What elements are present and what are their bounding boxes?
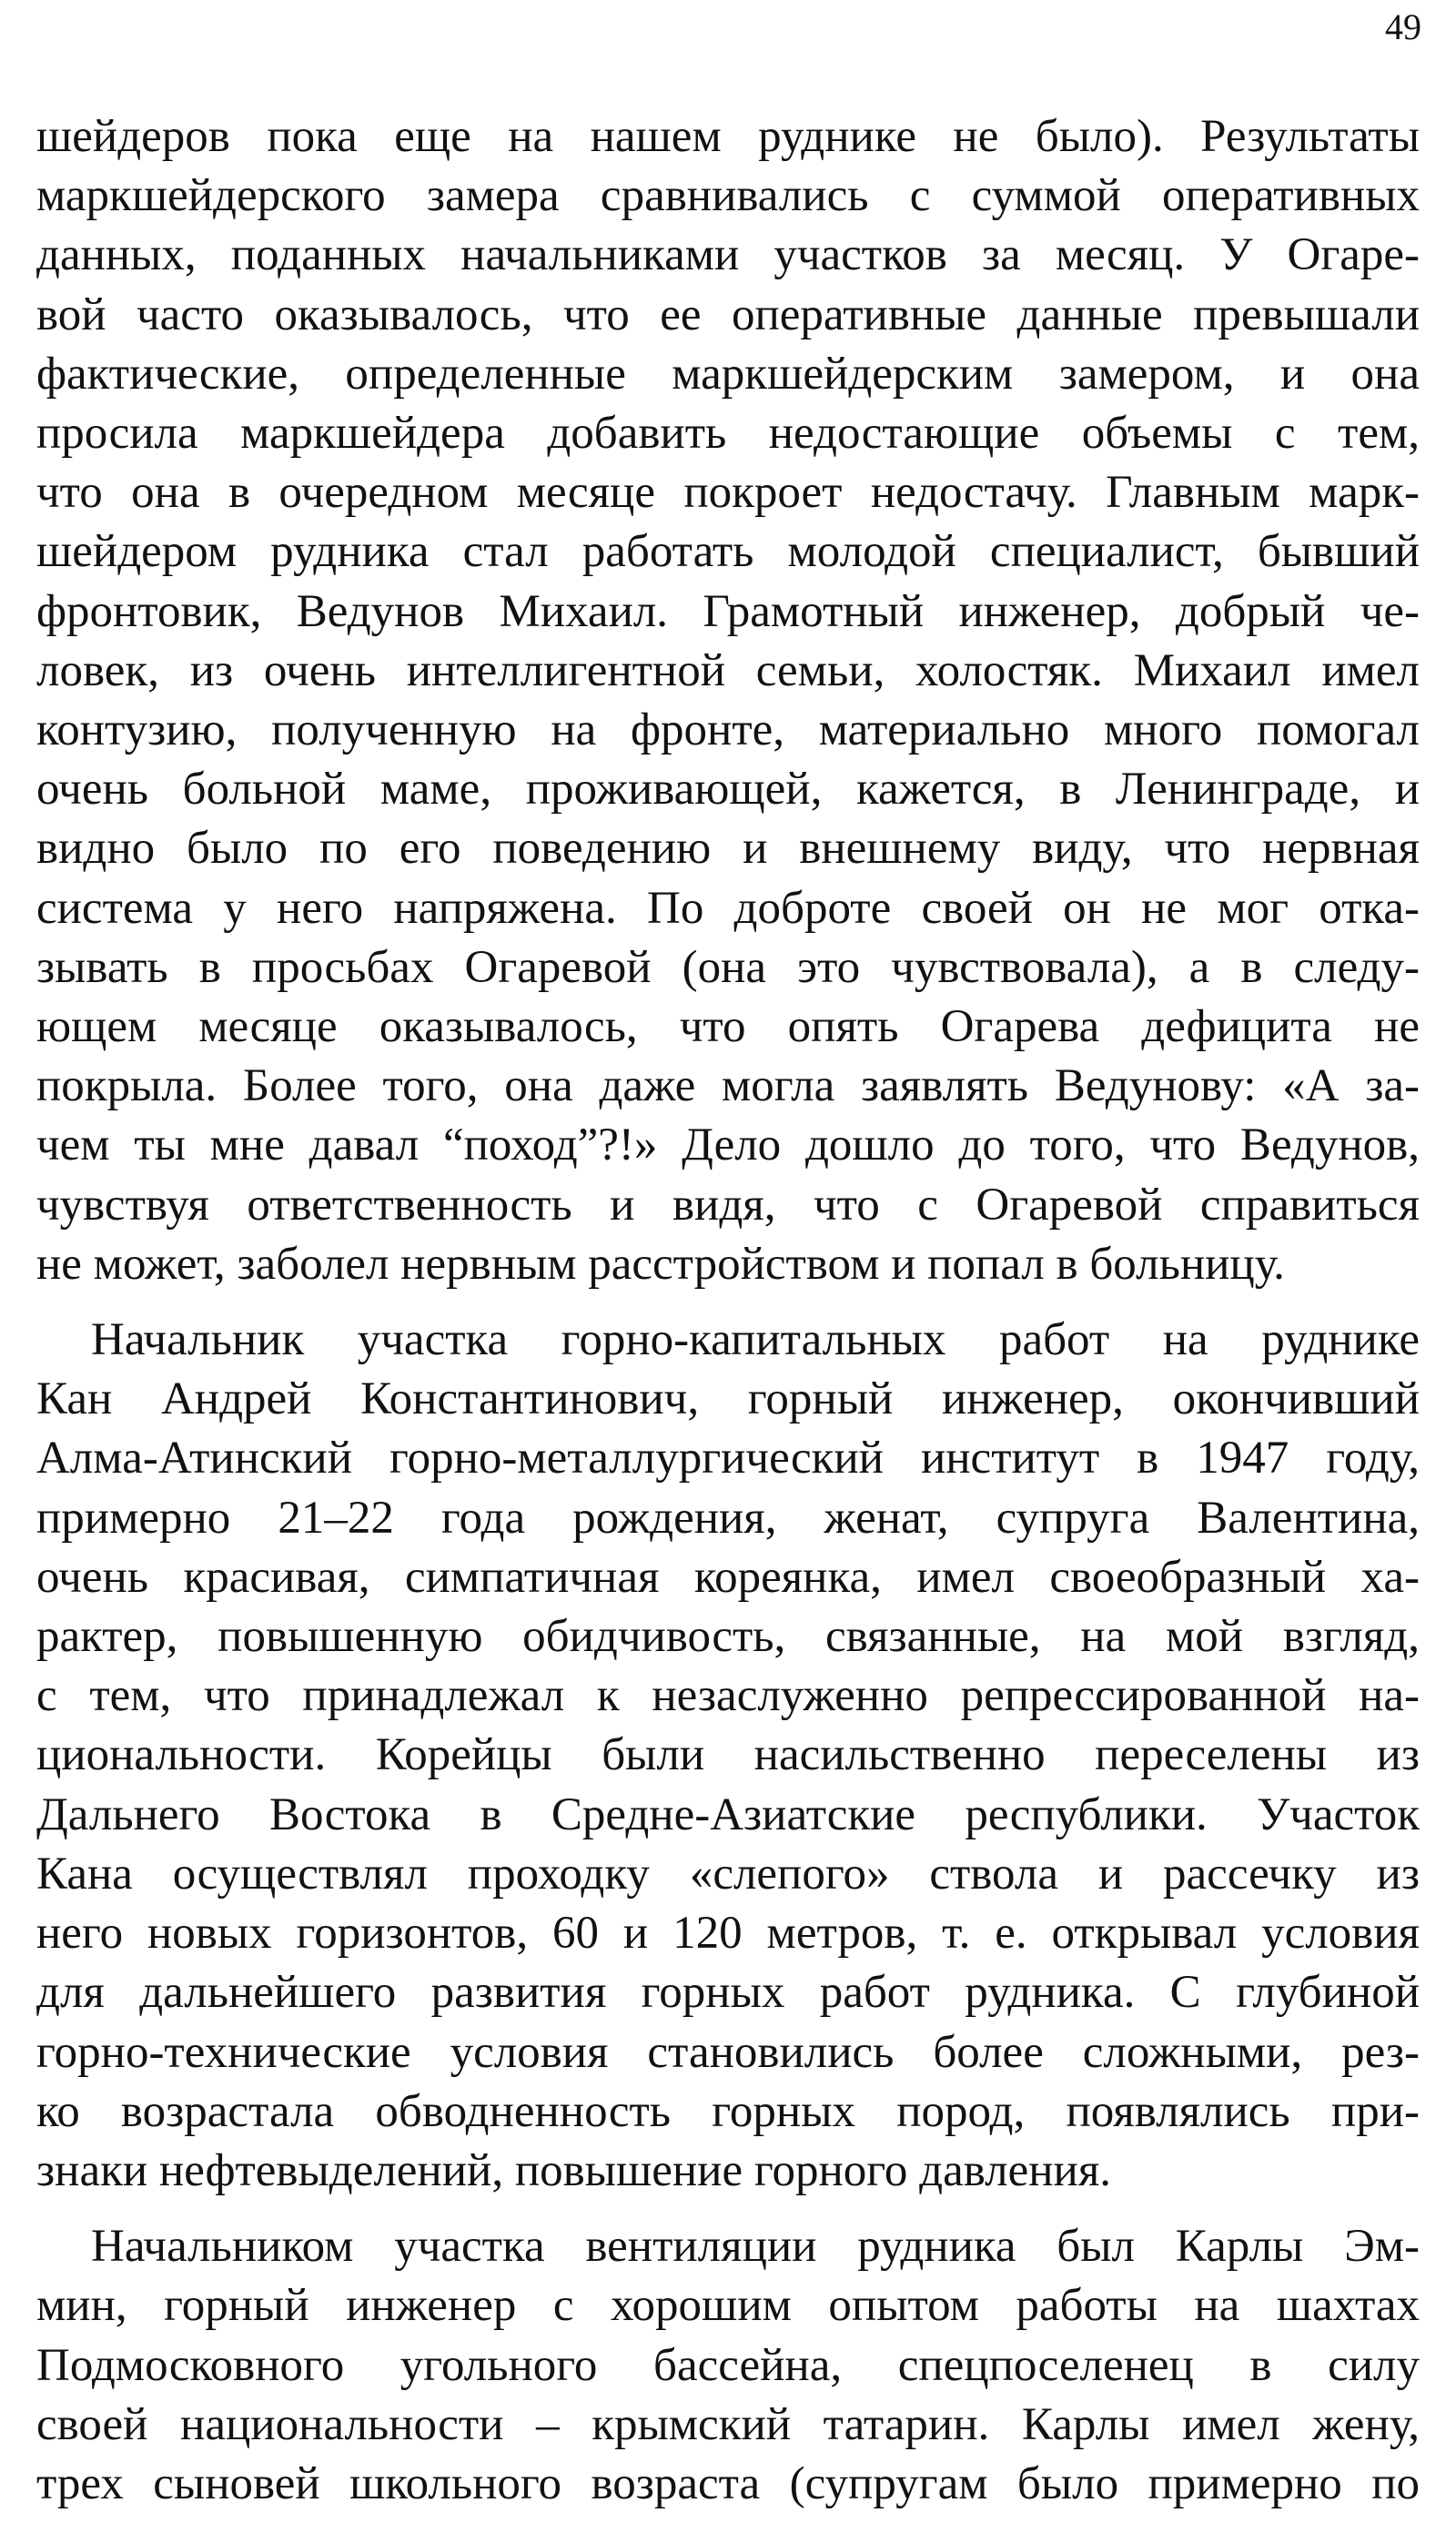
text-line: Кан Андрей Константинович, горный инженер, окончивший xyxy=(36,1373,1420,1425)
text-line: ловек, из очень интеллигентной семьи, холостяк. Михаил имел xyxy=(36,644,1420,696)
text-line: горно-технические условия становились более сложными, рез- xyxy=(36,2026,1420,2078)
paragraph xyxy=(36,107,1420,1294)
text-line: вой часто оказывалось, что ее оперативные данные превышали xyxy=(36,289,1420,340)
text-line: шейдеров пока еще на нашем руднике не было). Результаты xyxy=(36,111,1420,162)
text-line: видно было по его поведению и внешнему виду, что нервная xyxy=(36,823,1420,875)
text-line: ющем месяце оказывалось, что опять Огарева дефицита не xyxy=(36,1001,1420,1053)
text-line: ко возрастала обводненность горных пород, появлялись при- xyxy=(36,2085,1420,2137)
text-line: Подмосковного угольного бассейна, спецпоселенец в силу xyxy=(36,2339,1420,2391)
text-line: для дальнейшего развития горных работ рудника. С глубиной xyxy=(36,1967,1420,2019)
text-line: Кана осуществлял проходку «слепого» ствола и рассечку из xyxy=(36,1848,1420,1900)
text-line: просила маркшейдера добавить недостающие объемы с тем, xyxy=(36,408,1420,460)
text-line: данных, поданных начальниками участков за месяц. У Огаре- xyxy=(36,229,1420,281)
text-line: чем ты мне давал “поход”?!» Дело дошло до того, что Ведунов, xyxy=(36,1120,1420,1171)
text-line: очень больной маме, проживающей, кажется, в Ленинграде, и xyxy=(36,764,1420,816)
text-line: покрыла. Более того, она даже могла заявлять Ведунову: «А за- xyxy=(36,1060,1420,1112)
page-number: 49 xyxy=(1385,6,1421,47)
text-line: примерно 21–22 года рождения, женат, супруга Валентина, xyxy=(36,1492,1420,1544)
paragraph xyxy=(36,1311,1420,2201)
text-line: трех сыновей школьного возраста (супругам было примерно по xyxy=(36,2457,1420,2509)
text-line: очень красивая, симпатичная кореянка, имел своеобразный ха- xyxy=(36,1551,1420,1603)
text-line: Начальником участка вентиляции рудника был Карлы Эм- xyxy=(91,2221,1420,2273)
text-line: него новых горизонтов, 60 и 120 метров, т. е. открывал условия xyxy=(36,1908,1420,1960)
text-line: маркшейдерского замера сравнивались с суммой оперативных xyxy=(36,170,1420,222)
text-line: фронтовик, Ведунов Михаил. Грамотный инженер, добрый че- xyxy=(36,585,1420,637)
text-line: что она в очередном месяце покроет недостачу. Главным марк- xyxy=(36,467,1420,519)
text-line: Начальник участка горно-капитальных работ на руднике xyxy=(91,1314,1420,1366)
text-line: зывать в просьбах Огаревой (она это чувствовала), а в следу- xyxy=(36,941,1420,993)
text-line: мин, горный инженер с хорошим опытом работы на шахтах xyxy=(36,2280,1420,2332)
text-line: рактер, повышенную обидчивость, связанные, на мой взгляд, xyxy=(36,1611,1420,1663)
text-line: своей национальности – крымский татарин. Карлы имел жену, xyxy=(36,2398,1420,2450)
text-line: Дальнего Востока в Средне-Азиатские республики. Участок xyxy=(36,1788,1420,1840)
text-line: не может, заболел нервным расстройством и попал в больницу. xyxy=(36,1238,1285,1290)
text-line: чувствуя ответственность и видя, что с Огаревой справиться xyxy=(36,1179,1420,1231)
paragraph xyxy=(36,2217,1420,2514)
text-line: шейдером рудника стал работать молодой специалист, бывший xyxy=(36,526,1420,578)
text-line: с тем, что принадлежал к незаслуженно репрессированной на- xyxy=(36,1670,1420,1722)
text-line: знаки нефтевыделений, повышение горного давления. xyxy=(36,2144,1112,2196)
text-line: фактические, определенные маркшейдерским замером, и она xyxy=(36,348,1420,400)
text-line: контузию, полученную на фронте, материально много помогал xyxy=(36,704,1420,756)
text-line: Алма-Атинский горно-металлургический институт в 1947 году, xyxy=(36,1433,1420,1484)
text-line: система у него напряжена. По доброте своей он не мог отка- xyxy=(36,882,1420,934)
text-line: циональности. Корейцы были насильственно переселены из xyxy=(36,1729,1420,1781)
text-body xyxy=(36,107,1420,2514)
